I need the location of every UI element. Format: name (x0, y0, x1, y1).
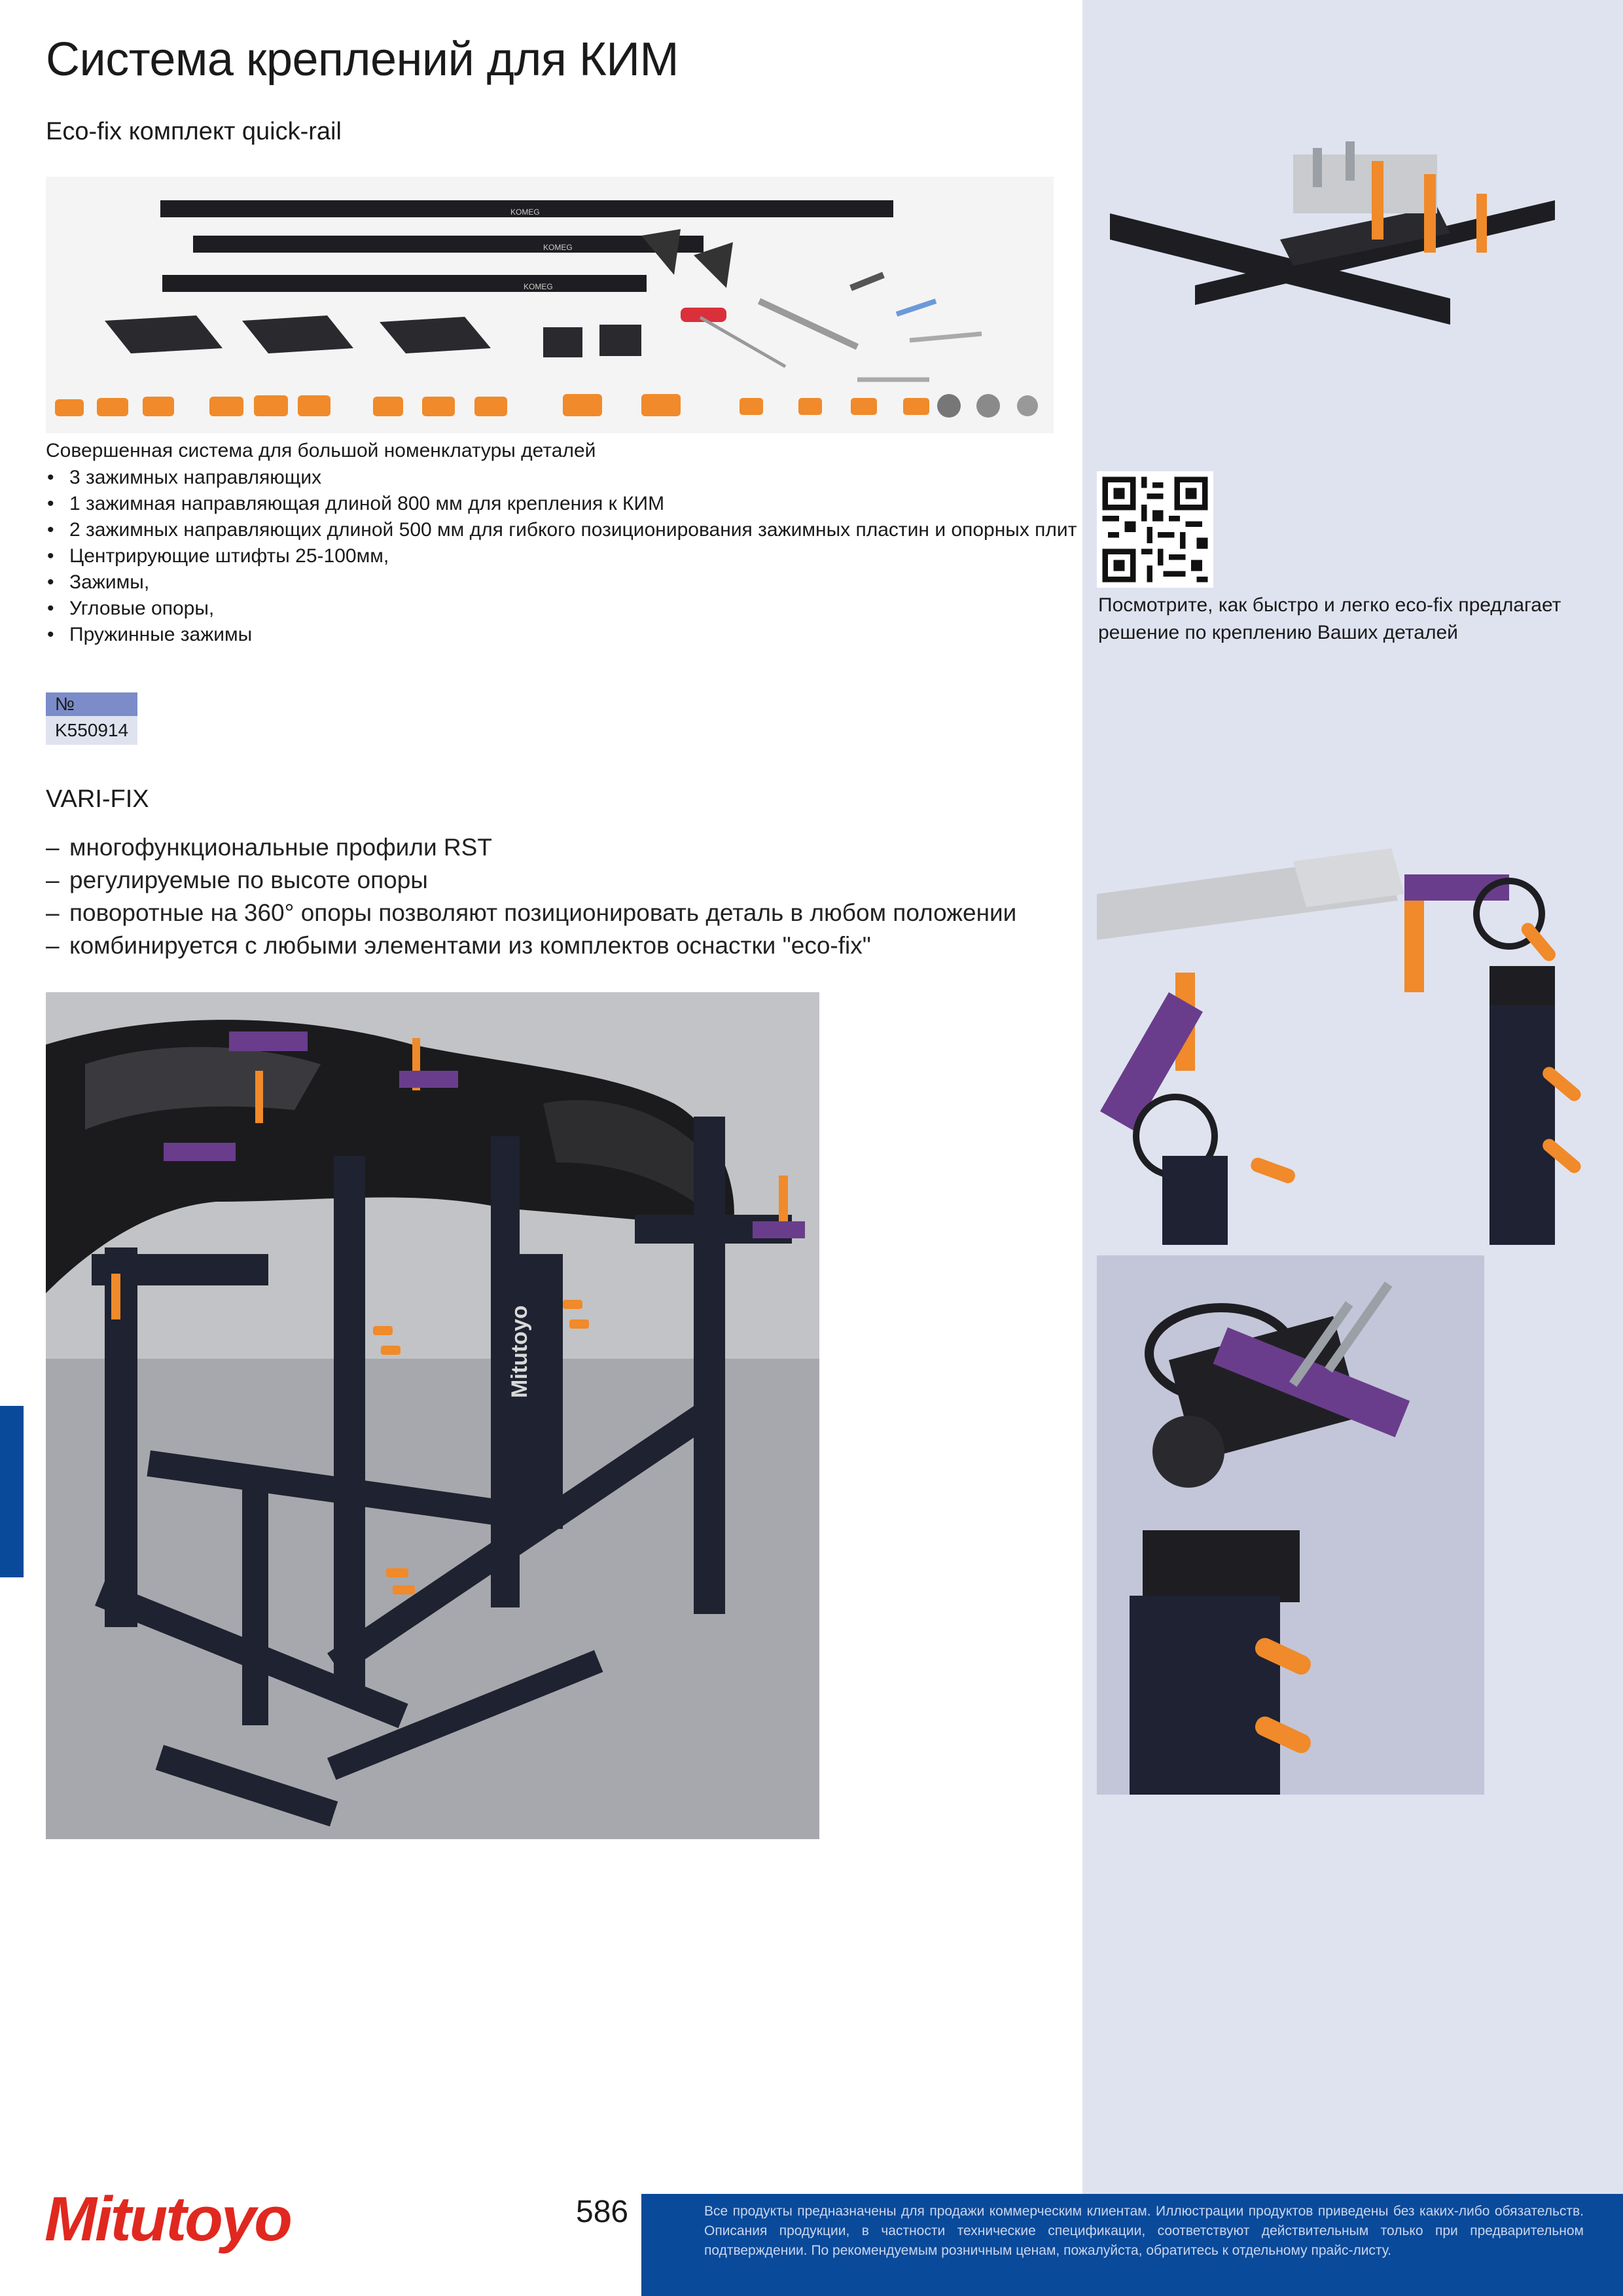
list-item: • Зажимы, (46, 569, 1077, 596)
section-edge-tab (0, 1406, 24, 1577)
ecofix-assembly-photo (1097, 135, 1561, 391)
list-item: • 1 зажимная направляющая длиной 800 мм для крепления к КИМ (46, 491, 1077, 517)
varifix-feature-list (46, 831, 1016, 962)
ecofix-lead-text: Совершенная система для большой номенклатуры деталей (46, 440, 596, 461)
ecofix-kit-photo (46, 177, 1054, 433)
varifix-swivel-detail-photo (1097, 1255, 1484, 1795)
varifix-clamps-photo (1097, 789, 1601, 1245)
order-number-header: № (46, 692, 137, 716)
order-number-cell: K550914 (46, 716, 137, 745)
list-item: • Угловые опоры, (46, 596, 1077, 622)
qr-caption: Посмотрите, как быстро и легко eco-fix предлагает решение по креплению Ваших деталей (1098, 594, 1561, 643)
list-item: • Центрирующие штифты 25-100мм, (46, 543, 1077, 569)
page-number: 586 (576, 2195, 629, 2229)
list-item: – поворотные на 360° опоры позволяют позиционировать деталь в любом положении (46, 897, 1016, 929)
ecofix-subtitle: Eco-fix комплект quick-rail (46, 118, 342, 145)
list-item: – регулируемые по высоте опоры (46, 864, 1016, 897)
varifix-car-fixture-photo (46, 992, 819, 1839)
list-item: • 3 зажимных направляющих (46, 465, 1077, 491)
qr-code[interactable] (1097, 471, 1213, 588)
photo-brand-label: Mitutoyo (507, 1305, 532, 1398)
list-item: • 2 зажимных направляющих длиной 500 мм для гибкого позиционирования зажимных пластин и опорных плит (46, 517, 1077, 543)
list-item: • Пружинные зажимы (46, 622, 1077, 648)
page-title: Система креплений для КИМ (46, 33, 679, 86)
mitutoyo-logo: Mitutoyo (45, 2184, 291, 2254)
footer-disclaimer: Все продукты предназначены для продажи коммерческим клиентам. Иллюстрации продуктов приведены без каких-либо обязательств. Описания продукции, в частности технические спецификации, соответствуют действительным только при предварительном подтверждении. По рекомендуемым розничным ценам, пожалуйста, обратитесь к отдельному прайс-листу. (641, 2194, 1623, 2296)
list-item: – многофункциональные профили RST (46, 831, 1016, 864)
list-item: – комбинируется с любыми элементами из комплектов оснастки "eco-fix" (46, 929, 1016, 962)
rail-label: KOMEG (543, 243, 573, 252)
rail-label: KOMEG (510, 207, 540, 217)
rail-label: KOMEG (524, 282, 553, 291)
order-number-table (46, 692, 137, 745)
varifix-heading: VARI-FIX (46, 785, 149, 813)
ecofix-feature-list (46, 465, 1077, 648)
